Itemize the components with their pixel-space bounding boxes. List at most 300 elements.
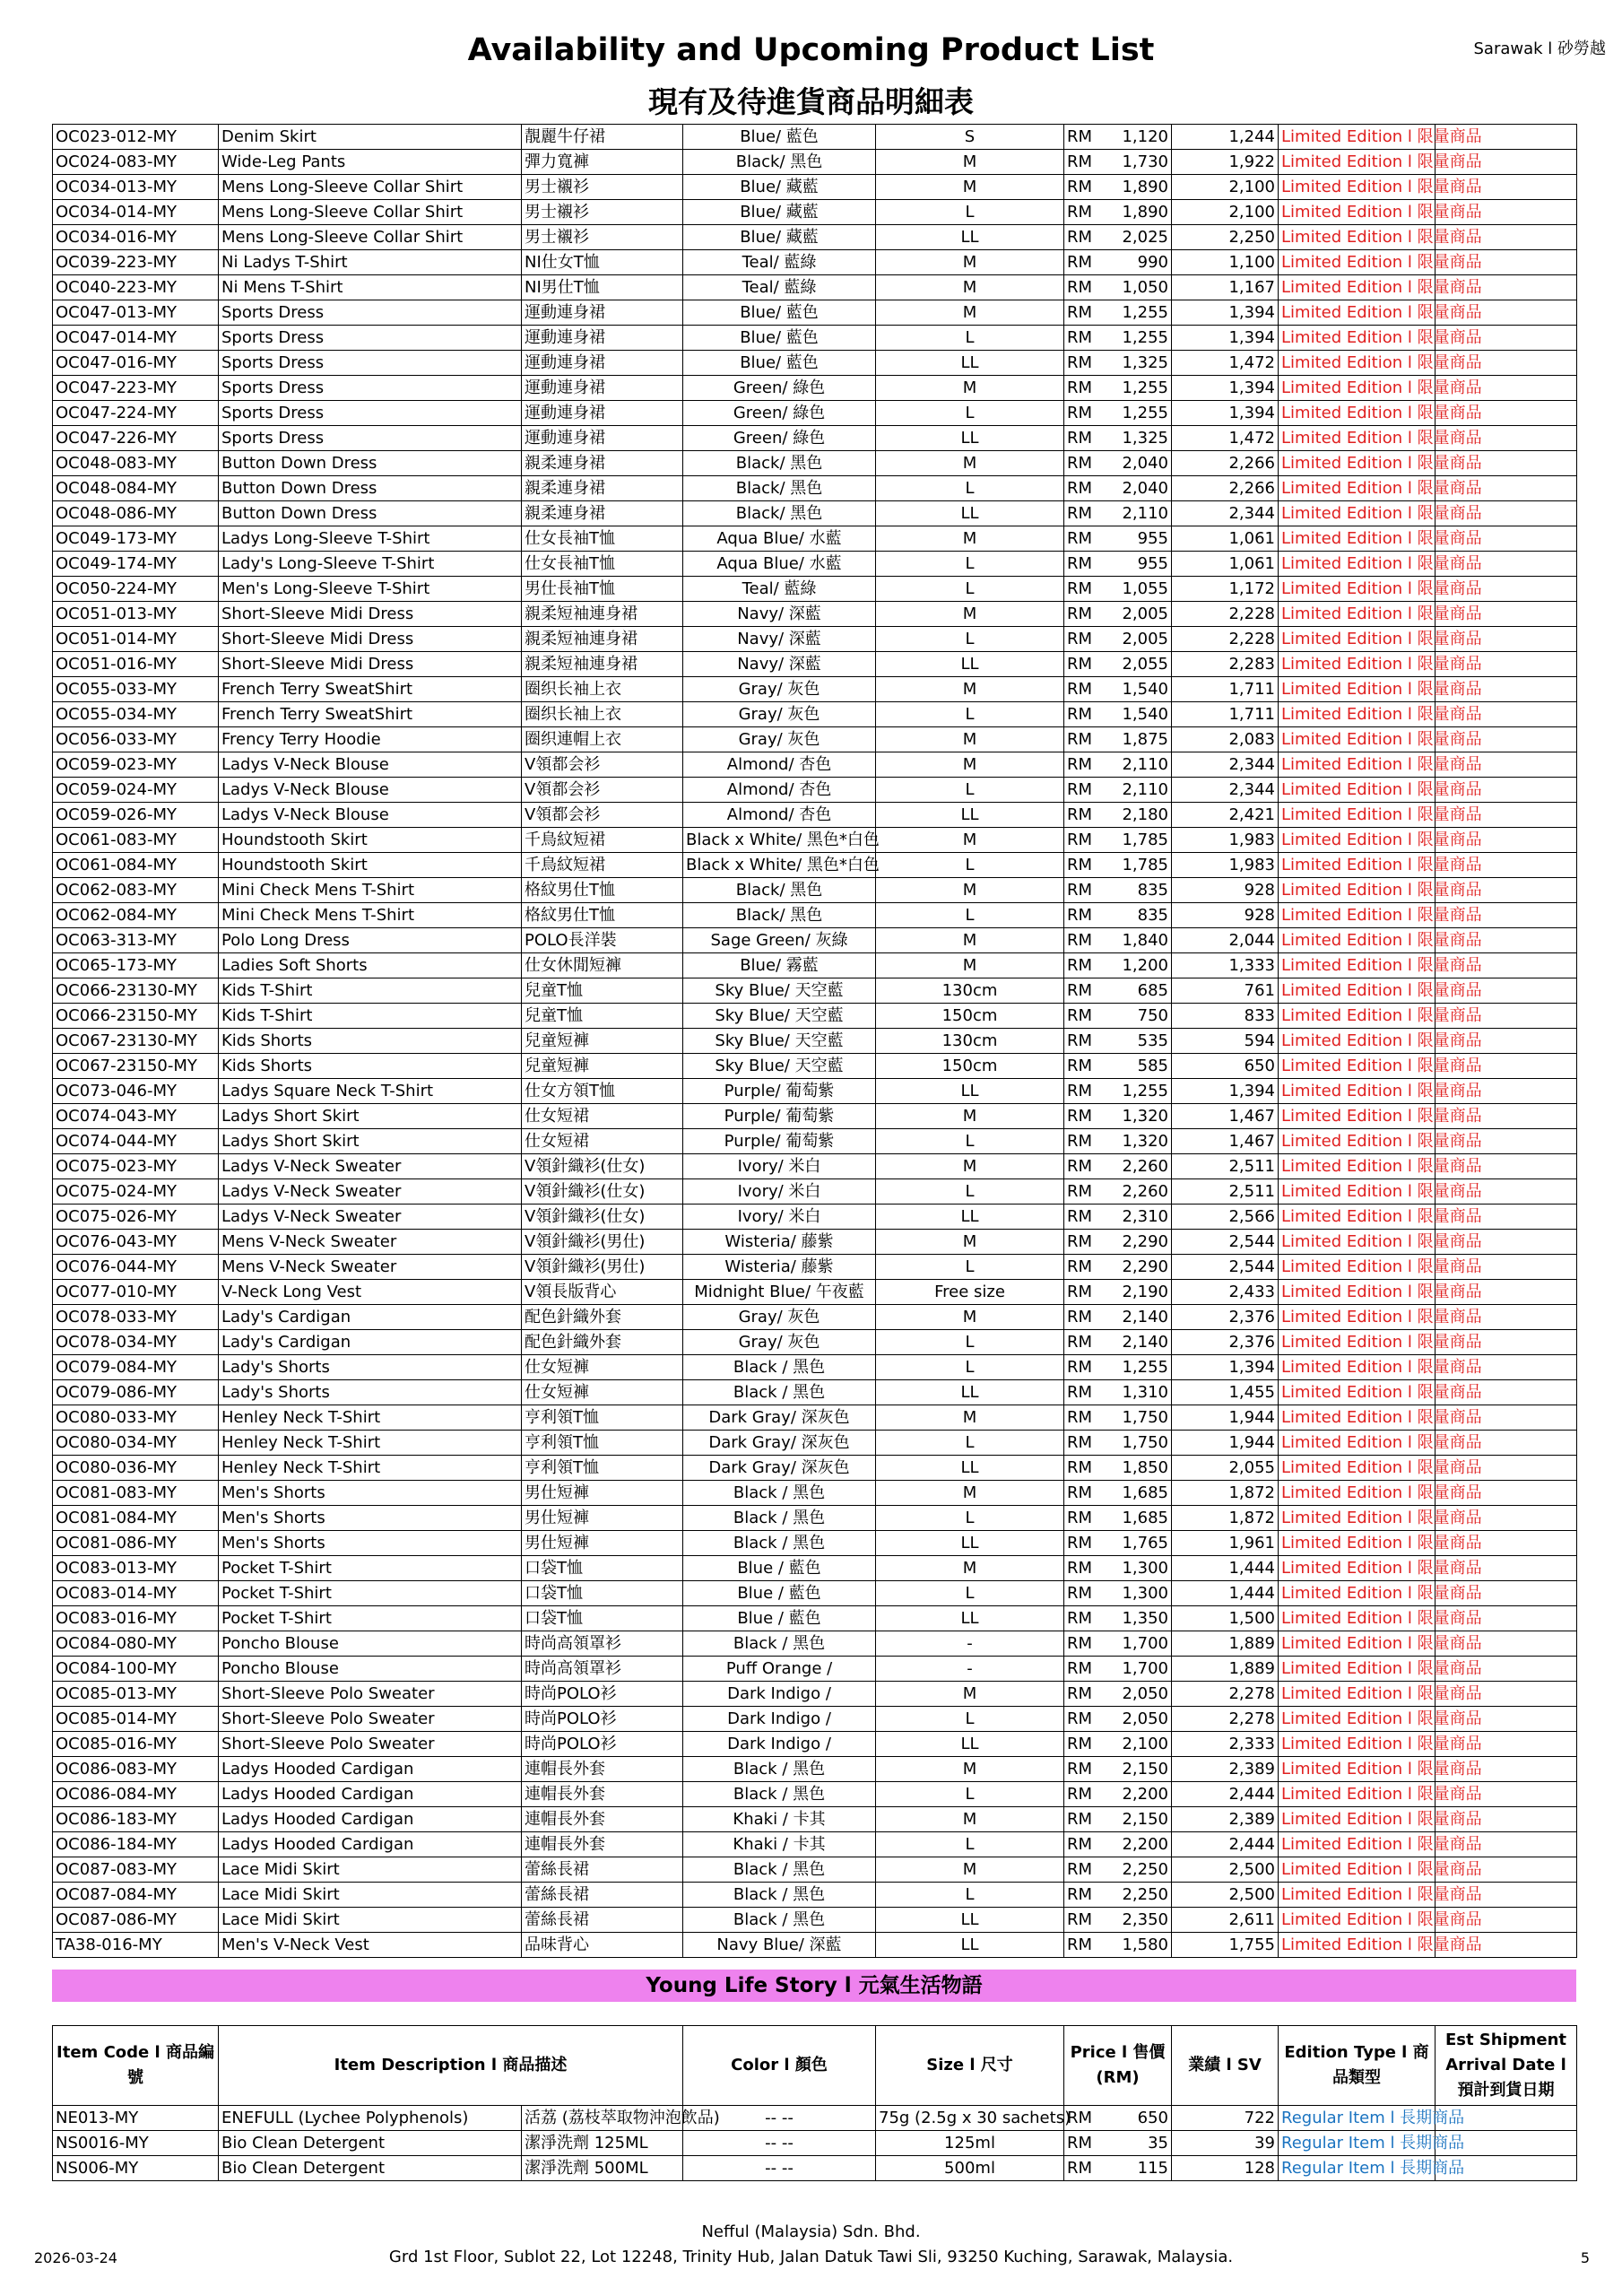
item-name-zh: 連帽長外套 <box>522 1757 683 1782</box>
sv: 2,500 <box>1172 1857 1279 1883</box>
item-code: OC061-083-MY <box>53 828 219 853</box>
item-color: Black/ 黑色 <box>683 150 876 175</box>
edition-type: Limited Edition l 限量商品 <box>1279 1883 1436 1908</box>
sv: 2,266 <box>1172 451 1279 476</box>
edition-type: Limited Edition l 限量商品 <box>1279 1857 1436 1883</box>
currency: RM <box>1064 1581 1109 1606</box>
item-name-zh: 口袋T恤 <box>522 1581 683 1606</box>
item-code: OC085-016-MY <box>53 1732 219 1757</box>
price: 585 <box>1109 1054 1172 1079</box>
sv: 650 <box>1172 1054 1279 1079</box>
table-row <box>53 1004 1577 1029</box>
item-color: Black / 黑色 <box>683 1908 876 1933</box>
edition-type: Limited Edition l 限量商品 <box>1279 878 1436 903</box>
table-row <box>53 1230 1577 1255</box>
sv: 2,376 <box>1172 1305 1279 1330</box>
edition-type: Limited Edition l 限量商品 <box>1279 1255 1436 1280</box>
price: 2,260 <box>1109 1179 1172 1205</box>
currency: RM <box>1064 1154 1109 1179</box>
table-row <box>53 1129 1577 1154</box>
edition-type: Limited Edition l 限量商品 <box>1279 677 1436 702</box>
edition-type: Limited Edition l 限量商品 <box>1279 1707 1436 1732</box>
sv: 2,611 <box>1172 1908 1279 1933</box>
price: 1,255 <box>1109 1079 1172 1104</box>
currency: RM <box>1064 677 1109 702</box>
table-row <box>53 602 1577 627</box>
sv: 2,333 <box>1172 1732 1279 1757</box>
item-color: Aqua Blue/ 水藍 <box>683 552 876 577</box>
table-row <box>53 1104 1577 1129</box>
sv: 1,472 <box>1172 426 1279 451</box>
young-life-story-table <box>52 2025 1577 2181</box>
item-color: Blue/ 藏藍 <box>683 200 876 225</box>
item-color: Black / 黑色 <box>683 1782 876 1807</box>
item-name-zh: 親柔短袖連身裙 <box>522 652 683 677</box>
edition-type: Limited Edition l 限量商品 <box>1279 1405 1436 1431</box>
sv: 928 <box>1172 903 1279 928</box>
item-code: OC081-086-MY <box>53 1531 219 1556</box>
table-row <box>53 451 1577 476</box>
item-size: M <box>876 376 1064 401</box>
price: 1,325 <box>1109 351 1172 376</box>
sv: 2,544 <box>1172 1230 1279 1255</box>
item-name-zh: 口袋T恤 <box>522 1556 683 1581</box>
currency: RM <box>1064 1330 1109 1355</box>
currency: RM <box>1064 1280 1109 1305</box>
currency: RM <box>1064 376 1109 401</box>
price: 2,190 <box>1109 1280 1172 1305</box>
edition-type: Limited Edition l 限量商品 <box>1279 501 1436 526</box>
item-name-zh: 仕女方領T恤 <box>522 1079 683 1104</box>
currency: RM <box>1064 1104 1109 1129</box>
item-name-en: Short-Sleeve Midi Dress <box>219 627 522 652</box>
page-number: 5 <box>1580 2249 1590 2266</box>
item-code: OC087-084-MY <box>53 1883 219 1908</box>
item-size: M <box>876 1154 1064 1179</box>
edition-type: Limited Edition l 限量商品 <box>1279 627 1436 652</box>
edition-type: Limited Edition l 限量商品 <box>1279 1606 1436 1631</box>
item-code: OC085-013-MY <box>53 1682 219 1707</box>
item-name-zh: 運動連身裙 <box>522 300 683 326</box>
item-name-en: Mens V-Neck Sweater <box>219 1255 522 1280</box>
item-color: Gray/ 灰色 <box>683 677 876 702</box>
item-size: LL <box>876 225 1064 250</box>
item-size: LL <box>876 803 1064 828</box>
header-price: Price l 售價 (RM) <box>1064 2026 1172 2106</box>
edition-type: Limited Edition l 限量商品 <box>1279 652 1436 677</box>
sv: 1,944 <box>1172 1405 1279 1431</box>
edition-type: Limited Edition l 限量商品 <box>1279 401 1436 426</box>
item-name-en: Bio Clean Detergent <box>219 2156 522 2181</box>
item-color: Dark Gray/ 深灰色 <box>683 1456 876 1481</box>
table-row <box>53 1431 1577 1456</box>
sv: 39 <box>1172 2131 1279 2156</box>
item-color: Navy/ 深藍 <box>683 602 876 627</box>
item-name-zh: 兒童T恤 <box>522 978 683 1004</box>
price: 1,700 <box>1109 1657 1172 1682</box>
item-code: OC056-033-MY <box>53 727 219 752</box>
price: 2,290 <box>1109 1230 1172 1255</box>
table-row <box>53 300 1577 326</box>
sv: 2,389 <box>1172 1757 1279 1782</box>
item-size: M <box>876 1556 1064 1581</box>
price: 2,055 <box>1109 652 1172 677</box>
item-name-en: Short-Sleeve Polo Sweater <box>219 1707 522 1732</box>
price: 2,040 <box>1109 451 1172 476</box>
item-name-zh: 連帽長外套 <box>522 1782 683 1807</box>
table-row <box>53 1933 1577 1958</box>
item-code: OC059-026-MY <box>53 803 219 828</box>
item-name-en: Sports Dress <box>219 326 522 351</box>
table-row <box>53 250 1577 275</box>
item-size: M <box>876 1757 1064 1782</box>
item-name-en: Lady's Long-Sleeve T-Shirt <box>219 552 522 577</box>
item-code: OC023-012-MY <box>53 125 219 150</box>
item-name-zh: 蕾絲長裙 <box>522 1883 683 1908</box>
currency: RM <box>1064 752 1109 778</box>
item-size: LL <box>876 426 1064 451</box>
item-color: Teal/ 藍綠 <box>683 577 876 602</box>
currency: RM <box>1064 1230 1109 1255</box>
table-row <box>53 1355 1577 1380</box>
item-code: OC047-226-MY <box>53 426 219 451</box>
table-row <box>53 1481 1577 1506</box>
item-size: M <box>876 953 1064 978</box>
item-name-en: Mens Long-Sleeve Collar Shirt <box>219 175 522 200</box>
price: 2,040 <box>1109 476 1172 501</box>
price: 1,540 <box>1109 677 1172 702</box>
item-size: - <box>876 1631 1064 1657</box>
table-row <box>53 1380 1577 1405</box>
item-size: M <box>876 175 1064 200</box>
table-row <box>53 1732 1577 1757</box>
footer-address: Grd 1st Floor, Sublot 22, Lot 12248, Trinity Hub, Jalan Datuk Tawi Sli, 93250 Kuching, Sarawak, Malaysia. <box>388 2248 1234 2266</box>
currency: RM <box>1064 200 1109 225</box>
item-name-zh: V領都会衫 <box>522 752 683 778</box>
price: 2,250 <box>1109 1883 1172 1908</box>
table-row <box>53 476 1577 501</box>
item-color: Puff Orange / <box>683 1657 876 1682</box>
item-name-en: Short-Sleeve Polo Sweater <box>219 1732 522 1757</box>
sv: 128 <box>1172 2156 1279 2181</box>
currency: RM <box>1064 1556 1109 1581</box>
currency: RM <box>1064 953 1109 978</box>
table-row <box>53 1857 1577 1883</box>
currency: RM <box>1064 125 1109 150</box>
item-name-zh: 男仕短褲 <box>522 1531 683 1556</box>
item-name-zh: 千鳥紋短裙 <box>522 853 683 878</box>
item-name-en: Ladys Long-Sleeve T-Shirt <box>219 526 522 552</box>
currency: RM <box>1064 150 1109 175</box>
item-size: M <box>876 1104 1064 1129</box>
price: 2,180 <box>1109 803 1172 828</box>
item-name-en: Ni Mens T-Shirt <box>219 275 522 300</box>
item-size: L <box>876 1883 1064 1908</box>
item-size: - <box>876 1657 1064 1682</box>
item-size: M <box>876 1682 1064 1707</box>
edition-type: Limited Edition l 限量商品 <box>1279 1908 1436 1933</box>
price: 650 <box>1109 2106 1172 2131</box>
item-color: Sky Blue/ 天空藍 <box>683 1029 876 1054</box>
item-name-zh: 連帽長外套 <box>522 1832 683 1857</box>
item-size: M <box>876 878 1064 903</box>
sv: 2,566 <box>1172 1205 1279 1230</box>
item-color: Wisteria/ 藤紫 <box>683 1255 876 1280</box>
currency: RM <box>1064 225 1109 250</box>
currency: RM <box>1064 903 1109 928</box>
currency: RM <box>1064 878 1109 903</box>
price: 1,765 <box>1109 1531 1172 1556</box>
item-name-zh: 潔淨洗劑 500ML <box>522 2156 683 2181</box>
item-code: OC039-223-MY <box>53 250 219 275</box>
sv: 1,755 <box>1172 1933 1279 1958</box>
item-name-en: Ladys V-Neck Blouse <box>219 778 522 803</box>
edition-type: Limited Edition l 限量商品 <box>1279 1531 1436 1556</box>
item-size: M <box>876 602 1064 627</box>
item-color: Dark Indigo / <box>683 1707 876 1732</box>
item-color: Black/ 黑色 <box>683 476 876 501</box>
item-name-zh: 兒童T恤 <box>522 1004 683 1029</box>
item-name-zh: 潔淨洗劑 125ML <box>522 2131 683 2156</box>
sv: 2,278 <box>1172 1707 1279 1732</box>
item-name-zh: 運動連身裙 <box>522 426 683 451</box>
currency: RM <box>1064 1807 1109 1832</box>
currency: RM <box>1064 476 1109 501</box>
item-size: LL <box>876 1456 1064 1481</box>
price: 1,055 <box>1109 577 1172 602</box>
item-name-en: Short-Sleeve Midi Dress <box>219 652 522 677</box>
header-color: Color l 顏色 <box>683 2026 876 2106</box>
item-code: OC047-014-MY <box>53 326 219 351</box>
item-size: L <box>876 778 1064 803</box>
item-name-zh: 仕女短裙 <box>522 1104 683 1129</box>
header-arrival: Est Shipment Arrival Date l 預計到貨日期 <box>1436 2026 1577 2106</box>
item-size: M <box>876 451 1064 476</box>
table-row <box>53 1029 1577 1054</box>
item-name-zh: 時尚高領罩衫 <box>522 1657 683 1682</box>
table-row <box>53 903 1577 928</box>
price: 1,730 <box>1109 150 1172 175</box>
price: 535 <box>1109 1029 1172 1054</box>
item-code: OC066-23130-MY <box>53 978 219 1004</box>
item-size: Free size <box>876 1280 1064 1305</box>
sv: 1,467 <box>1172 1129 1279 1154</box>
item-size: LL <box>876 1732 1064 1757</box>
table-row <box>53 1531 1577 1556</box>
edition-type: Limited Edition l 限量商品 <box>1279 1004 1436 1029</box>
price: 2,005 <box>1109 627 1172 652</box>
edition-type: Limited Edition l 限量商品 <box>1279 426 1436 451</box>
item-name-en: Sports Dress <box>219 426 522 451</box>
header-description: Item Description l 商品描述 <box>219 2026 683 2106</box>
item-size: L <box>876 702 1064 727</box>
item-name-zh: 仕女短褲 <box>522 1380 683 1405</box>
item-color: Black/ 黑色 <box>683 903 876 928</box>
edition-type: Limited Edition l 限量商品 <box>1279 150 1436 175</box>
edition-type: Limited Edition l 限量商品 <box>1279 803 1436 828</box>
currency: RM <box>1064 351 1109 376</box>
item-color: Sky Blue/ 天空藍 <box>683 1004 876 1029</box>
header-sv: 業績 l SV <box>1172 2026 1279 2106</box>
item-code: OC048-086-MY <box>53 501 219 526</box>
currency: RM <box>1064 1079 1109 1104</box>
table-row <box>53 1205 1577 1230</box>
item-color: Gray/ 灰色 <box>683 1305 876 1330</box>
edition-type: Limited Edition l 限量商品 <box>1279 1807 1436 1832</box>
price: 1,300 <box>1109 1556 1172 1581</box>
edition-type: Limited Edition l 限量商品 <box>1279 1581 1436 1606</box>
price: 1,050 <box>1109 275 1172 300</box>
edition-type: Limited Edition l 限量商品 <box>1279 1230 1436 1255</box>
table-row <box>53 501 1577 526</box>
edition-type: Limited Edition l 限量商品 <box>1279 476 1436 501</box>
edition-type: Limited Edition l 限量商品 <box>1279 1104 1436 1129</box>
currency: RM <box>1064 300 1109 326</box>
price: 1,255 <box>1109 326 1172 351</box>
item-name-zh: V領都会衫 <box>522 803 683 828</box>
item-code: OC084-100-MY <box>53 1657 219 1682</box>
item-name-zh: 配色針織外套 <box>522 1330 683 1355</box>
edition-type: Limited Edition l 限量商品 <box>1279 752 1436 778</box>
table-row <box>53 426 1577 451</box>
currency: RM <box>1064 1456 1109 1481</box>
price: 955 <box>1109 526 1172 552</box>
item-name-zh: 圈织长袖上衣 <box>522 702 683 727</box>
price: 685 <box>1109 978 1172 1004</box>
item-name-zh: 仕女長袖T恤 <box>522 526 683 552</box>
edition-type: Limited Edition l 限量商品 <box>1279 1205 1436 1230</box>
item-code: OC034-016-MY <box>53 225 219 250</box>
item-size: M <box>876 526 1064 552</box>
item-name-en: Sports Dress <box>219 351 522 376</box>
item-name-en: Ladys Short Skirt <box>219 1129 522 1154</box>
item-name-en: Bio Clean Detergent <box>219 2131 522 2156</box>
item-name-en: Men's Long-Sleeve T-Shirt <box>219 577 522 602</box>
sv: 2,055 <box>1172 1456 1279 1481</box>
item-size: M <box>876 1481 1064 1506</box>
sv: 2,283 <box>1172 652 1279 677</box>
table-row <box>53 1606 1577 1631</box>
item-name-zh: 仕女長袖T恤 <box>522 552 683 577</box>
item-code: OC076-044-MY <box>53 1255 219 1280</box>
sv: 1,711 <box>1172 702 1279 727</box>
item-color: Black/ 黑色 <box>683 451 876 476</box>
price: 835 <box>1109 903 1172 928</box>
item-name-en: Pocket T-Shirt <box>219 1606 522 1631</box>
item-color: Purple/ 葡萄紫 <box>683 1129 876 1154</box>
table-row <box>53 1782 1577 1807</box>
item-code: OC083-016-MY <box>53 1606 219 1631</box>
table-row <box>53 803 1577 828</box>
item-code: OC040-223-MY <box>53 275 219 300</box>
table-row <box>53 125 1577 150</box>
currency: RM <box>1064 928 1109 953</box>
item-color: Black / 黑色 <box>683 1355 876 1380</box>
edition-type: Limited Edition l 限量商品 <box>1279 1154 1436 1179</box>
item-color: Sage Green/ 灰綠 <box>683 928 876 953</box>
edition-type: Limited Edition l 限量商品 <box>1279 376 1436 401</box>
sv: 2,376 <box>1172 1330 1279 1355</box>
price: 1,320 <box>1109 1104 1172 1129</box>
sv: 1,167 <box>1172 275 1279 300</box>
item-color: Dark Indigo / <box>683 1732 876 1757</box>
item-size: S <box>876 125 1064 150</box>
item-color: Ivory/ 米白 <box>683 1179 876 1205</box>
currency: RM <box>1064 978 1109 1004</box>
item-name-en: Ladys Hooded Cardigan <box>219 1757 522 1782</box>
edition-type: Limited Edition l 限量商品 <box>1279 1431 1436 1456</box>
item-color: Black / 黑色 <box>683 1380 876 1405</box>
item-code: OC078-033-MY <box>53 1305 219 1330</box>
price: 2,310 <box>1109 1205 1172 1230</box>
currency: RM <box>1064 1883 1109 1908</box>
item-code: OC034-013-MY <box>53 175 219 200</box>
edition-type: Limited Edition l 限量商品 <box>1279 225 1436 250</box>
item-size: LL <box>876 351 1064 376</box>
footer-date: 2026-03-24 <box>34 2249 117 2266</box>
edition-type: Limited Edition l 限量商品 <box>1279 1732 1436 1757</box>
currency: RM <box>1064 326 1109 351</box>
item-code: OC051-016-MY <box>53 652 219 677</box>
item-name-en: Lace Midi Skirt <box>219 1883 522 1908</box>
section-title: Young Life Story l 元氣生活物語 <box>52 1970 1576 2002</box>
item-name-en: Kids T-Shirt <box>219 978 522 1004</box>
edition-type: Limited Edition l 限量商品 <box>1279 1757 1436 1782</box>
currency: RM <box>1064 1481 1109 1506</box>
table-row <box>53 1908 1577 1933</box>
sv: 2,389 <box>1172 1807 1279 1832</box>
item-name-zh: 亨利領T恤 <box>522 1405 683 1431</box>
price: 835 <box>1109 878 1172 903</box>
item-name-zh: 圈织連帽上衣 <box>522 727 683 752</box>
table-row <box>53 275 1577 300</box>
table-row <box>53 2131 1577 2156</box>
edition-type: Limited Edition l 限量商品 <box>1279 1179 1436 1205</box>
price: 1,310 <box>1109 1380 1172 1405</box>
sv: 1,889 <box>1172 1657 1279 1682</box>
item-name-en: Ladys V-Neck Sweater <box>219 1154 522 1179</box>
currency: RM <box>1064 1757 1109 1782</box>
sv: 2,511 <box>1172 1154 1279 1179</box>
item-code: OC080-034-MY <box>53 1431 219 1456</box>
currency: RM <box>1064 175 1109 200</box>
sv: 2,421 <box>1172 803 1279 828</box>
table-row <box>53 1682 1577 1707</box>
item-color: Black/ 黑色 <box>683 501 876 526</box>
edition-type: Limited Edition l 限量商品 <box>1279 1355 1436 1380</box>
item-color: Purple/ 葡萄紫 <box>683 1104 876 1129</box>
item-name-zh: 時尚POLO衫 <box>522 1707 683 1732</box>
currency: RM <box>1064 451 1109 476</box>
table-row <box>53 376 1577 401</box>
item-size: 130cm <box>876 978 1064 1004</box>
item-code: OC050-224-MY <box>53 577 219 602</box>
item-size: LL <box>876 1933 1064 1958</box>
item-code: OC047-013-MY <box>53 300 219 326</box>
item-color: Wisteria/ 藤紫 <box>683 1230 876 1255</box>
item-name-zh: 仕女休閒短褲 <box>522 953 683 978</box>
item-name-zh: 男士襯衫 <box>522 175 683 200</box>
item-code: OC080-036-MY <box>53 1456 219 1481</box>
item-name-zh: 親柔連身裙 <box>522 501 683 526</box>
edition-type: Limited Edition l 限量商品 <box>1279 1054 1436 1079</box>
product-table <box>52 124 1577 1958</box>
price: 2,200 <box>1109 1782 1172 1807</box>
item-code: OC074-044-MY <box>53 1129 219 1154</box>
table-row <box>53 727 1577 752</box>
item-name-zh: 兒童短褲 <box>522 1029 683 1054</box>
sv: 1,244 <box>1172 125 1279 150</box>
